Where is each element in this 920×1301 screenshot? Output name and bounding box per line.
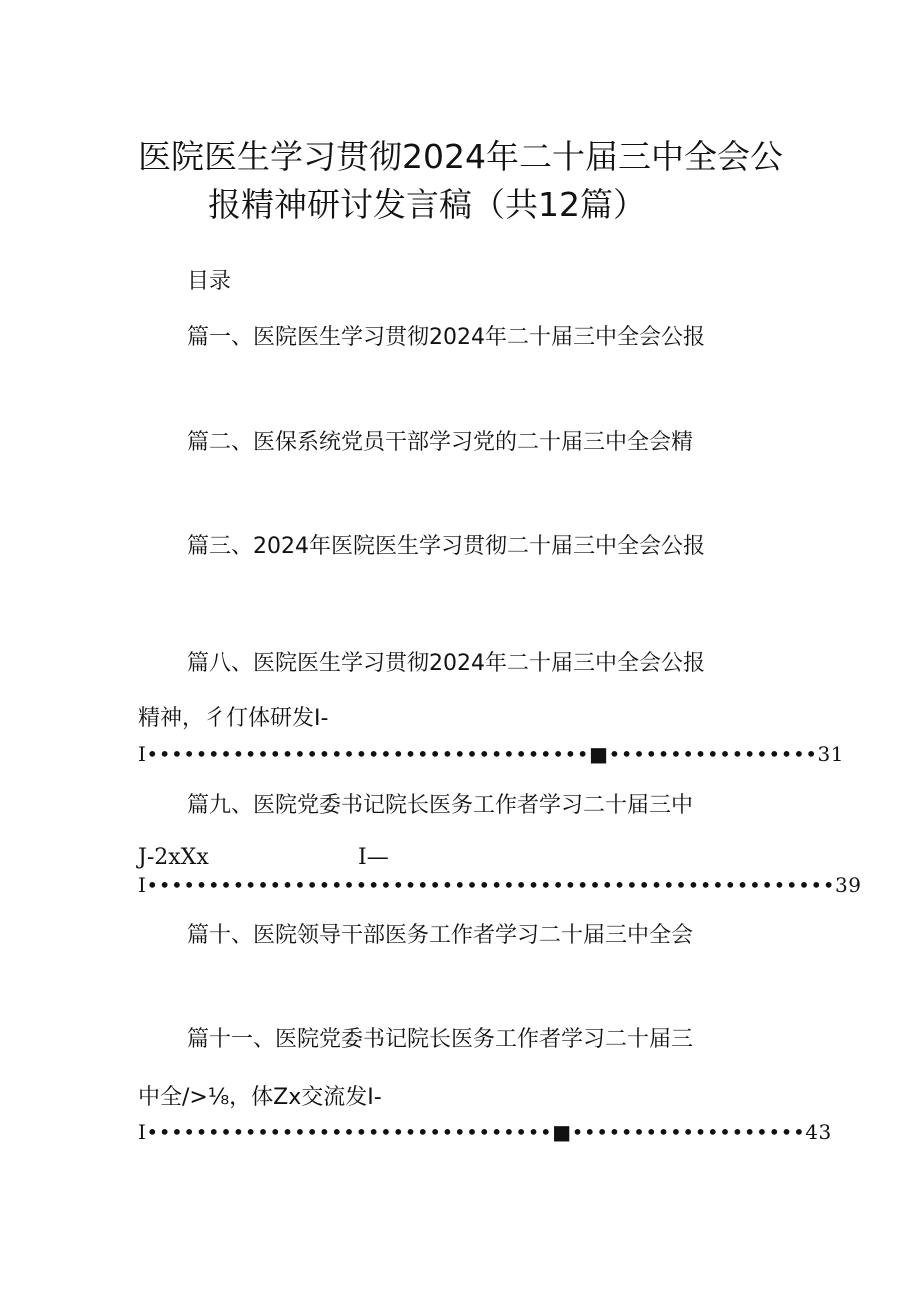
toc-entry-1: 篇一、医院医生学习贯彻2024年二十届三中全会公报	[187, 325, 705, 350]
toc-entry-9-leader: I••••••••••••••••••••••••••••••••••••••••••••••••••••••••39	[138, 873, 862, 897]
toc-entry-9: 篇九、医院党委书记院长医务工作者学习二十届三中	[187, 793, 694, 818]
toc-entry-8: 篇八、医院医生学习贯彻2024年二十届三中全会公报	[187, 651, 705, 676]
toc-entry-11-leader: I•••••••••••••••••••••••••••••••••■•••••••••••••••••••43	[138, 1120, 832, 1144]
toc-entry-8-leader: I••••••••••••••••••••••••••••••••••••■•••••••••••••••••31	[138, 742, 844, 766]
document-title-line-1: 医院医生学习贯彻2024年二十届三中全会公	[138, 137, 783, 176]
toc-entry-9-continuation-a: J-2xXx	[138, 845, 209, 870]
toc-entry-9-continuation-b: I—	[358, 845, 389, 870]
toc-heading: 目录	[187, 269, 232, 294]
toc-entry-11: 篇十一、医院党委书记院长医务工作者学习二十届三	[187, 1027, 694, 1052]
toc-entry-10: 篇十、医院领导干部医务工作者学习二十届三中全会	[187, 923, 694, 948]
toc-entry-3: 篇三、2024年医院医生学习贯彻二十届三中全会公报	[187, 534, 705, 559]
document-title-line-2: 报精神研讨发言稿（共12篇）	[208, 185, 646, 224]
toc-entry-8-continuation: 精神，彳仃体研发I-	[138, 706, 329, 731]
toc-entry-2: 篇二、医保系统党员干部学习党的二十届三中全会精	[187, 430, 694, 455]
toc-entry-11-continuation: 中全/>⅛，体Zx交流发I-	[138, 1085, 382, 1110]
